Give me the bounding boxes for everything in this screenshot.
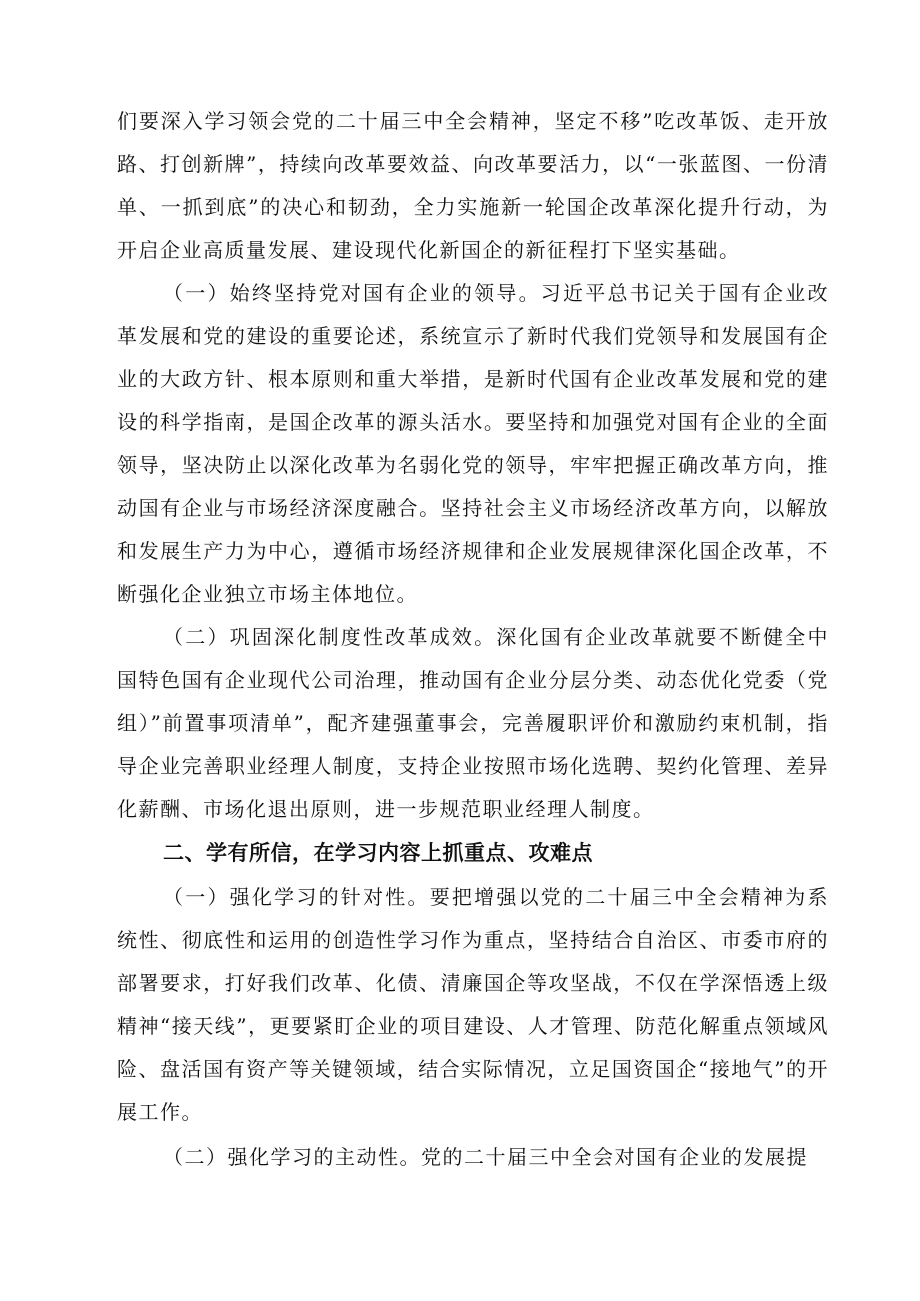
- body-paragraph-party-leadership: （一）始终坚持党对国有企业的领导。习近平总书记关于国有企业改革发展和党的建设的重要论述，系统宣示了新时代我们党领导和发展国有企业的大政方针、根本原则和重大举措，是新时代国有企业改革发展和党的建设的科学指南，是国企改革的源头活水。要坚持和加强党对国有企业的全面领导，坚决防止以深化改革为名弱化党的领导，牢牢把握正确改革方向，推动国有企业与市场经济深度融合。坚持社会主义市场经济改革方向，以解放和发展生产力为中心，遵循市场经济规律和企业发展规律深化国企改革，不断强化企业独立市场主体地位。: [117, 281, 829, 606]
- body-paragraph-continuation: 们要深入学习领会党的二十届三中全会精神，坚定不移”吃改革饭、走开放路、打创新牌”，持续向改革要效益、向改革要活力，以“一张蓝图、一份清单、一抓到底”的决心和韧劲，全力实施新一轮国企改革深化提升行动，为开启企业高质量发展、建设现代化新国企的新征程打下坚实基础。: [117, 109, 829, 262]
- section-heading-2: 二、学有所信，在学习内容上抓重点、攻难点: [163, 841, 593, 865]
- body-paragraph-institutional-reform: （二）巩固深化制度性改革成效。深化国有企业改革就要不断健全中国特色国有企业现代公司治理，推动国有企业分层分类、动态优化党委（党组）”前置事项清单”，配齐建强董事会，完善履职评价和激励约束机制，指导企业完善职业经理人制度，支持企业按照市场化选聘、契约化管理、差异化薪酬、市场化退出原则，进一步规范职业经理人制度。: [117, 625, 829, 821]
- body-paragraph-study-targeting: （一）强化学习的针对性。要把增强以党的二十届三中全会精神为系统性、彻底性和运用的创造性学习作为重点，坚持结合自治区、市委市府的部署要求，打好我们改革、化债、清廉国企等攻坚战，不仅在学深悟透上级精神“接天线”，更要紧盯企业的项目建设、人才管理、防范化解重点领域风险、盘活国有资产等关键领域，结合实际情况，立足国资国企“接地气”的开展工作。: [117, 885, 829, 1124]
- body-paragraph-study-initiative: （二）强化学习的主动性。党的二十届三中全会对国有企业的发展提: [163, 1145, 808, 1169]
